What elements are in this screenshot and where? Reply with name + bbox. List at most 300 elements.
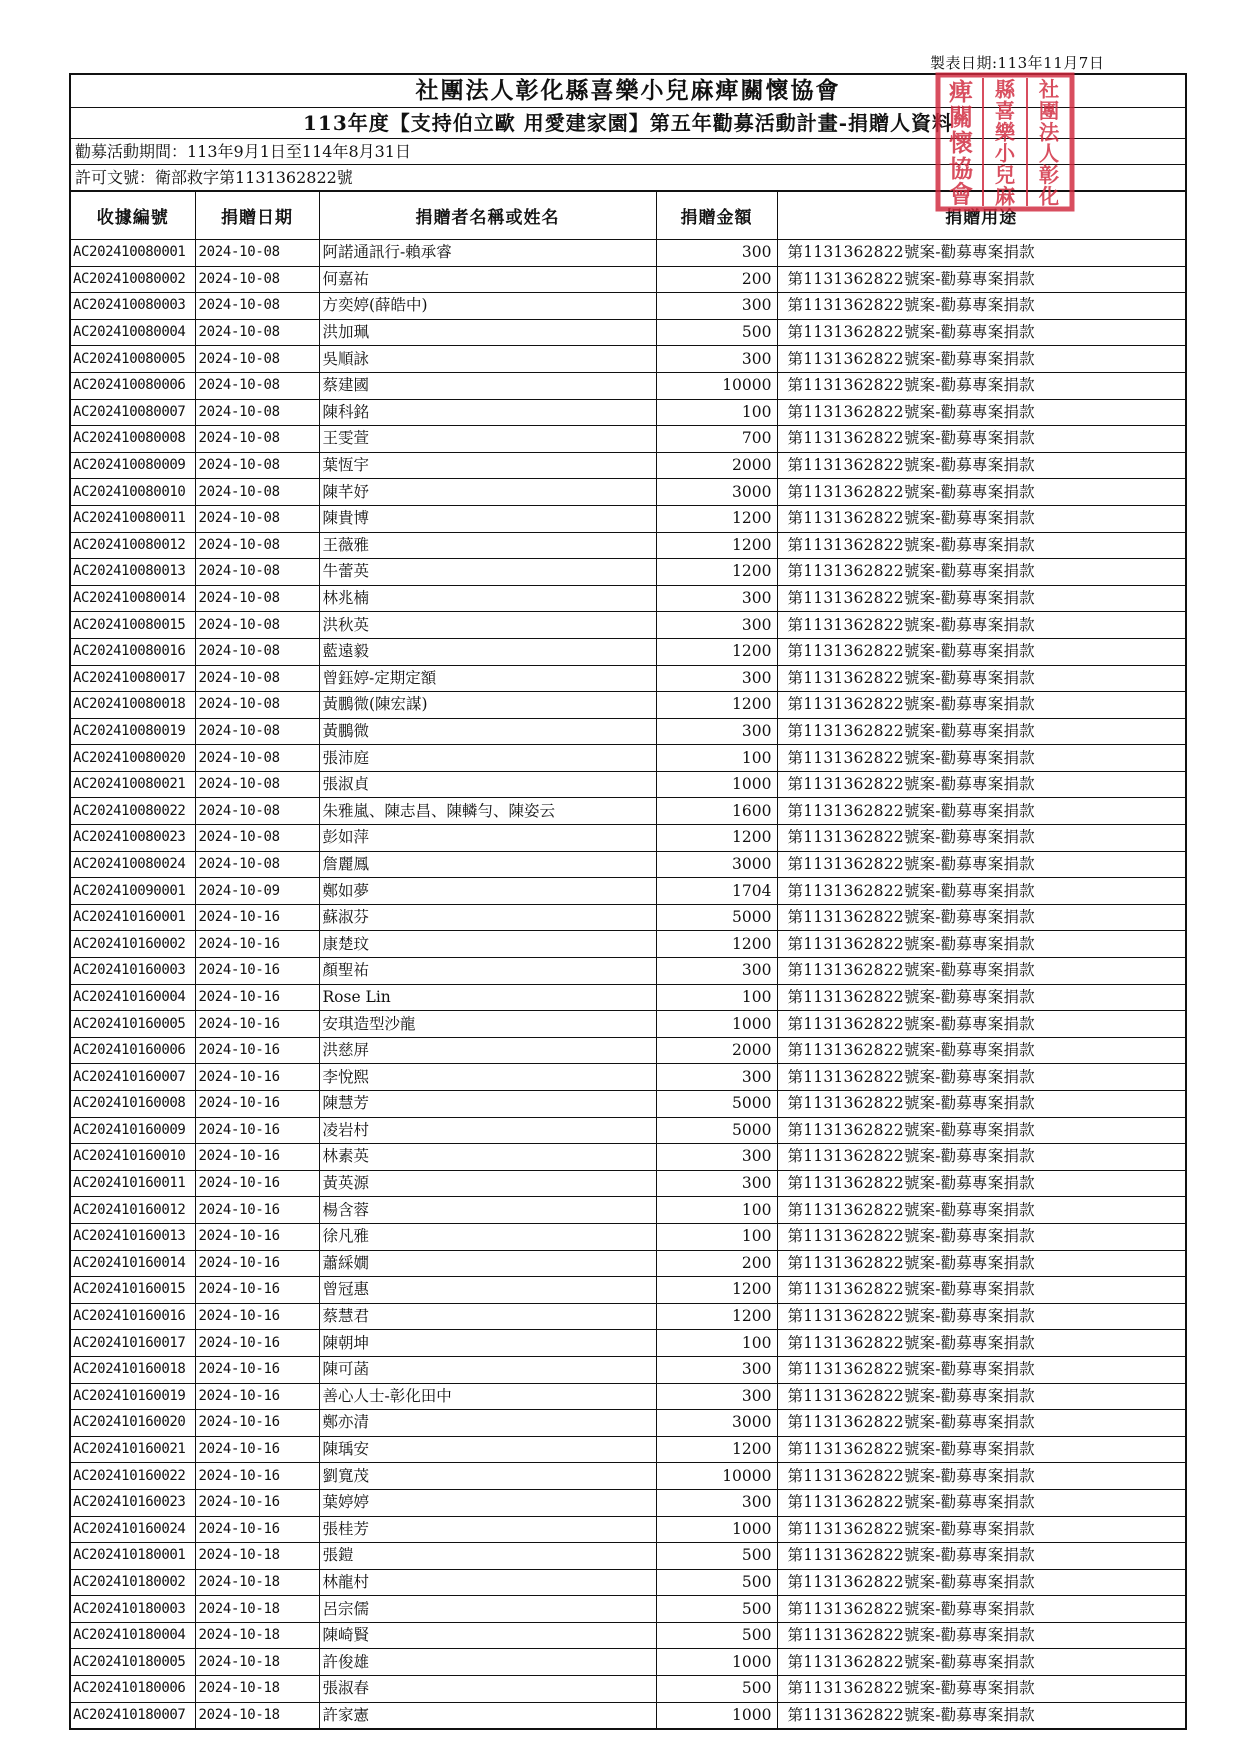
receipt-no-cell: AC202410160002 [71, 931, 195, 958]
donor-name-cell: 洪秋英 [319, 612, 656, 639]
amount-cell: 300 [656, 1489, 777, 1516]
seal-character: 麻 [994, 184, 1016, 209]
purpose-cell: 第1131362822號案-勸募專案捐款 [777, 1436, 1185, 1463]
purpose-cell: 第1131362822號案-勸募專案捐款 [777, 958, 1185, 985]
date-cell: 2024-10-18 [195, 1543, 319, 1570]
amount-cell: 1200 [656, 692, 777, 719]
purpose-cell: 第1131362822號案-勸募專案捐款 [777, 266, 1185, 293]
purpose-cell: 第1131362822號案-勸募專案捐款 [777, 1277, 1185, 1304]
table-row [71, 266, 1185, 293]
amount-cell: 10000 [656, 372, 777, 399]
amount-cell: 2000 [656, 452, 777, 479]
donor-name-cell: 徐凡雅 [319, 1223, 656, 1250]
purpose-cell: 第1131362822號案-勸募專案捐款 [777, 1011, 1185, 1038]
donor-name-cell: 安琪造型沙龍 [319, 1011, 656, 1038]
amount-cell: 1600 [656, 798, 777, 825]
table-row [71, 851, 1185, 878]
donor-name-cell: 方奕婷(薛皓中) [319, 293, 656, 320]
donor-name-cell: 張桂芳 [319, 1516, 656, 1543]
purpose-cell: 第1131362822號案-勸募專案捐款 [777, 1064, 1185, 1091]
donor-name-cell: 陳崎賢 [319, 1622, 656, 1649]
seal-character: 樂 [994, 120, 1016, 145]
donor-name-cell: 陳瑀安 [319, 1436, 656, 1463]
date-cell: 2024-10-09 [195, 878, 319, 905]
amount-cell: 100 [656, 1330, 777, 1357]
purpose-cell: 第1131362822號案-勸募專案捐款 [777, 399, 1185, 426]
col-header-amount: 捐贈金額 [656, 192, 777, 240]
seal-character: 懷 [949, 128, 973, 158]
donor-name-cell: 黃鵬微(陳宏謀) [319, 692, 656, 719]
seal-character: 人 [1038, 141, 1060, 166]
table-row [71, 798, 1185, 825]
receipt-no-cell: AC202410080014 [71, 585, 195, 612]
seal-character: 法 [1038, 120, 1060, 145]
date-cell: 2024-10-16 [195, 1383, 319, 1410]
amount-cell: 100 [656, 399, 777, 426]
amount-cell: 5000 [656, 904, 777, 931]
donor-name-cell: 林龍村 [319, 1569, 656, 1596]
receipt-no-cell: AC202410080021 [71, 771, 195, 798]
purpose-cell: 第1131362822號案-勸募專案捐款 [777, 1596, 1185, 1623]
table-row [71, 1064, 1185, 1091]
table-row [71, 1117, 1185, 1144]
amount-cell: 1200 [656, 825, 777, 852]
purpose-cell: 第1131362822號案-勸募專案捐款 [777, 904, 1185, 931]
table-row [71, 1197, 1185, 1224]
date-cell: 2024-10-08 [195, 851, 319, 878]
purpose-cell: 第1131362822號案-勸募專案捐款 [777, 1489, 1185, 1516]
permit-number: 許可文號：衛部救字第1131362822號 [71, 165, 1185, 191]
table-row [71, 559, 1185, 586]
amount-cell: 500 [656, 1676, 777, 1703]
donor-name-cell: 康楚玟 [319, 931, 656, 958]
col-header-date: 捐贈日期 [195, 192, 319, 240]
receipt-no-cell: AC202410180004 [71, 1622, 195, 1649]
receipt-no-cell: AC202410080001 [71, 240, 195, 267]
receipt-no-cell: AC202410090001 [71, 878, 195, 905]
seal-character: 關 [949, 102, 973, 132]
receipt-no-cell: AC202410160019 [71, 1383, 195, 1410]
receipt-no-cell: AC202410080007 [71, 399, 195, 426]
campaign-period: 勸募活動期間：113年9月1日至114年8月31日 [71, 139, 1185, 165]
purpose-cell: 第1131362822號案-勸募專案捐款 [777, 745, 1185, 772]
table-row [71, 1383, 1185, 1410]
purpose-cell: 第1131362822號案-勸募專案捐款 [777, 798, 1185, 825]
seal-character: 社 [1038, 77, 1060, 102]
table-row [71, 931, 1185, 958]
date-cell: 2024-10-16 [195, 904, 319, 931]
date-cell: 2024-10-18 [195, 1702, 319, 1728]
amount-cell: 1200 [656, 1303, 777, 1330]
table-row [71, 1170, 1185, 1197]
amount-cell: 1200 [656, 505, 777, 532]
donor-name-cell: 洪慈屏 [319, 1037, 656, 1064]
col-header-purpose: 捐贈用途 [777, 192, 1185, 240]
purpose-cell: 第1131362822號案-勸募專案捐款 [777, 771, 1185, 798]
date-cell: 2024-10-16 [195, 1037, 319, 1064]
purpose-cell: 第1131362822號案-勸募專案捐款 [777, 1410, 1185, 1437]
receipt-no-cell: AC202410160006 [71, 1037, 195, 1064]
receipt-no-cell: AC202410160016 [71, 1303, 195, 1330]
date-cell: 2024-10-16 [195, 1091, 319, 1118]
receipt-no-cell: AC202410160014 [71, 1250, 195, 1277]
date-cell: 2024-10-08 [195, 718, 319, 745]
amount-cell: 1704 [656, 878, 777, 905]
donor-name-cell: 張沛庭 [319, 745, 656, 772]
table-row [71, 1410, 1185, 1437]
amount-cell: 1200 [656, 559, 777, 586]
table-row [71, 1303, 1185, 1330]
donor-name-cell: 許俊雄 [319, 1649, 656, 1676]
date-cell: 2024-10-18 [195, 1676, 319, 1703]
table-row [71, 1011, 1185, 1038]
receipt-no-cell: AC202410080018 [71, 692, 195, 719]
receipt-no-cell: AC202410080008 [71, 426, 195, 453]
table-row [71, 505, 1185, 532]
donor-name-cell: 葉恆宇 [319, 452, 656, 479]
purpose-cell: 第1131362822號案-勸募專案捐款 [777, 1117, 1185, 1144]
donor-name-cell: 林素英 [319, 1144, 656, 1171]
receipt-no-cell: AC202410180007 [71, 1702, 195, 1728]
amount-cell: 1200 [656, 1277, 777, 1304]
receipt-no-cell: AC202410160015 [71, 1277, 195, 1304]
purpose-cell: 第1131362822號案-勸募專案捐款 [777, 612, 1185, 639]
table-row [71, 958, 1185, 985]
table-row [71, 718, 1185, 745]
date-cell: 2024-10-16 [195, 1170, 319, 1197]
amount-cell: 100 [656, 984, 777, 1011]
amount-cell: 100 [656, 1223, 777, 1250]
table-row [71, 665, 1185, 692]
date-cell: 2024-10-18 [195, 1649, 319, 1676]
receipt-no-cell: AC202410160021 [71, 1436, 195, 1463]
date-cell: 2024-10-08 [195, 692, 319, 719]
purpose-cell: 第1131362822號案-勸募專案捐款 [777, 1622, 1185, 1649]
table-row [71, 399, 1185, 426]
receipt-no-cell: AC202410080019 [71, 718, 195, 745]
purpose-cell: 第1131362822號案-勸募專案捐款 [777, 1091, 1185, 1118]
purpose-cell: 第1131362822號案-勸募專案捐款 [777, 825, 1185, 852]
date-cell: 2024-10-18 [195, 1569, 319, 1596]
date-cell: 2024-10-08 [195, 612, 319, 639]
purpose-cell: 第1131362822號案-勸募專案捐款 [777, 319, 1185, 346]
receipt-no-cell: AC202410160011 [71, 1170, 195, 1197]
donor-name-cell: 詹麗鳳 [319, 851, 656, 878]
donor-name-cell: 陳朝坤 [319, 1330, 656, 1357]
amount-cell: 300 [656, 665, 777, 692]
purpose-cell: 第1131362822號案-勸募專案捐款 [777, 426, 1185, 453]
seal-character: 彰 [1038, 162, 1060, 187]
amount-cell: 200 [656, 266, 777, 293]
date-cell: 2024-10-18 [195, 1596, 319, 1623]
amount-cell: 5000 [656, 1091, 777, 1118]
amount-cell: 500 [656, 1543, 777, 1570]
table-row [71, 1516, 1185, 1543]
date-cell: 2024-10-08 [195, 372, 319, 399]
table-row [71, 532, 1185, 559]
donor-table [71, 191, 1185, 1728]
amount-cell: 300 [656, 1383, 777, 1410]
amount-cell: 200 [656, 1250, 777, 1277]
receipt-no-cell: AC202410160018 [71, 1356, 195, 1383]
purpose-cell: 第1131362822號案-勸募專案捐款 [777, 452, 1185, 479]
purpose-cell: 第1131362822號案-勸募專案捐款 [777, 1144, 1185, 1171]
date-cell: 2024-10-08 [195, 346, 319, 373]
date-cell: 2024-10-16 [195, 1516, 319, 1543]
amount-cell: 1200 [656, 532, 777, 559]
table-row [71, 1250, 1185, 1277]
donor-name-cell: 鄭亦清 [319, 1410, 656, 1437]
donor-name-cell: 曾鈺婷-定期定額 [319, 665, 656, 692]
col-header-receipt-no: 收據編號 [71, 192, 195, 240]
receipt-no-cell: AC202410080002 [71, 266, 195, 293]
table-row [71, 1622, 1185, 1649]
amount-cell: 10000 [656, 1463, 777, 1490]
amount-cell: 1200 [656, 1436, 777, 1463]
purpose-cell: 第1131362822號案-勸募專案捐款 [777, 665, 1185, 692]
receipt-no-cell: AC202410160003 [71, 958, 195, 985]
table-row [71, 904, 1185, 931]
amount-cell: 2000 [656, 1037, 777, 1064]
date-cell: 2024-10-16 [195, 1223, 319, 1250]
date-cell: 2024-10-08 [195, 638, 319, 665]
receipt-no-cell: AC202410180001 [71, 1543, 195, 1570]
amount-cell: 100 [656, 745, 777, 772]
purpose-cell: 第1131362822號案-勸募專案捐款 [777, 1356, 1185, 1383]
donor-name-cell: 呂宗儒 [319, 1596, 656, 1623]
amount-cell: 1200 [656, 638, 777, 665]
seal-character: 痺 [949, 76, 973, 106]
amount-cell: 3000 [656, 479, 777, 506]
table-row [71, 479, 1185, 506]
donor-name-cell: 蔡慧君 [319, 1303, 656, 1330]
amount-cell: 1000 [656, 1649, 777, 1676]
amount-cell: 300 [656, 1144, 777, 1171]
donor-name-cell: 阿諾通訊行-賴承睿 [319, 240, 656, 267]
seal-character: 會 [949, 179, 973, 209]
receipt-no-cell: AC202410080022 [71, 798, 195, 825]
table-row [71, 426, 1185, 453]
date-cell: 2024-10-16 [195, 931, 319, 958]
table-row [71, 1596, 1185, 1623]
table-row [71, 585, 1185, 612]
table-row [71, 346, 1185, 373]
table-row [71, 692, 1185, 719]
table-row [71, 240, 1185, 267]
amount-cell: 300 [656, 958, 777, 985]
date-cell: 2024-10-08 [195, 665, 319, 692]
purpose-cell: 第1131362822號案-勸募專案捐款 [777, 505, 1185, 532]
purpose-cell: 第1131362822號案-勸募專案捐款 [777, 372, 1185, 399]
receipt-no-cell: AC202410080020 [71, 745, 195, 772]
donor-name-cell: 蕭綵嫺 [319, 1250, 656, 1277]
purpose-cell: 第1131362822號案-勸募專案捐款 [777, 1197, 1185, 1224]
amount-cell: 300 [656, 346, 777, 373]
receipt-no-cell: AC202410080006 [71, 372, 195, 399]
table-row [71, 1091, 1185, 1118]
document-subtitle: 113年度【支持伯立歐 用愛建家園】第五年勸募活動計畫-捐贈人資料 [71, 108, 1185, 139]
purpose-cell: 第1131362822號案-勸募專案捐款 [777, 1516, 1185, 1543]
amount-cell: 300 [656, 612, 777, 639]
donor-name-cell: 藍遠毅 [319, 638, 656, 665]
donor-name-cell: 楊含蓉 [319, 1197, 656, 1224]
donor-name-cell: 凌岩村 [319, 1117, 656, 1144]
table-row [71, 293, 1185, 320]
amount-cell: 300 [656, 293, 777, 320]
table-row [71, 638, 1185, 665]
receipt-no-cell: AC202410160012 [71, 1197, 195, 1224]
amount-cell: 500 [656, 1569, 777, 1596]
date-cell: 2024-10-16 [195, 1011, 319, 1038]
amount-cell: 300 [656, 1064, 777, 1091]
association-seal [935, 72, 1075, 212]
donor-name-cell: 牛蕾英 [319, 559, 656, 586]
date-cell: 2024-10-16 [195, 1064, 319, 1091]
receipt-no-cell: AC202410160007 [71, 1064, 195, 1091]
donor-name-cell: 黃鵬微 [319, 718, 656, 745]
receipt-no-cell: AC202410160010 [71, 1144, 195, 1171]
amount-cell: 3000 [656, 1410, 777, 1437]
purpose-cell: 第1131362822號案-勸募專案捐款 [777, 931, 1185, 958]
receipt-no-cell: AC202410180002 [71, 1569, 195, 1596]
date-cell: 2024-10-08 [195, 293, 319, 320]
receipt-no-cell: AC202410080024 [71, 851, 195, 878]
seal-character: 化 [1038, 184, 1060, 209]
date-cell: 2024-10-08 [195, 798, 319, 825]
table-row [71, 1144, 1185, 1171]
donor-name-cell: 林兆楠 [319, 585, 656, 612]
purpose-cell: 第1131362822號案-勸募專案捐款 [777, 240, 1185, 267]
receipt-no-cell: AC202410080013 [71, 559, 195, 586]
purpose-cell: 第1131362822號案-勸募專案捐款 [777, 559, 1185, 586]
document-title: 社團法人彰化縣喜樂小兒麻痺關懷協會 [71, 75, 1185, 108]
table-row [71, 319, 1185, 346]
amount-cell: 3000 [656, 851, 777, 878]
date-cell: 2024-10-08 [195, 745, 319, 772]
date-cell: 2024-10-16 [195, 1356, 319, 1383]
date-cell: 2024-10-08 [195, 319, 319, 346]
date-cell: 2024-10-16 [195, 1303, 319, 1330]
date-cell: 2024-10-16 [195, 1117, 319, 1144]
date-cell: 2024-10-08 [195, 399, 319, 426]
date-cell: 2024-10-08 [195, 240, 319, 267]
table-row [71, 1436, 1185, 1463]
receipt-no-cell: AC202410180003 [71, 1596, 195, 1623]
donor-name-cell: 善心人士-彰化田中 [319, 1383, 656, 1410]
table-row [71, 984, 1185, 1011]
donor-name-cell: 朱雅嵐、陳志昌、陳轔勻、陳姿云 [319, 798, 656, 825]
donor-name-cell: 陳科銘 [319, 399, 656, 426]
table-row [71, 825, 1185, 852]
table-row [71, 452, 1185, 479]
seal-character: 兒 [994, 162, 1016, 187]
seal-character: 團 [1038, 98, 1060, 123]
table-row [71, 1702, 1185, 1728]
receipt-no-cell: AC202410160017 [71, 1330, 195, 1357]
date-cell: 2024-10-08 [195, 771, 319, 798]
date-cell: 2024-10-16 [195, 1197, 319, 1224]
receipt-no-cell: AC202410160005 [71, 1011, 195, 1038]
receipt-no-cell: AC202410160020 [71, 1410, 195, 1437]
receipt-no-cell: AC202410160009 [71, 1117, 195, 1144]
col-header-donor-name: 捐贈者名稱或姓名 [319, 192, 656, 240]
purpose-cell: 第1131362822號案-勸募專案捐款 [777, 638, 1185, 665]
purpose-cell: 第1131362822號案-勸募專案捐款 [777, 1569, 1185, 1596]
date-cell: 2024-10-08 [195, 825, 319, 852]
receipt-no-cell: AC202410180006 [71, 1676, 195, 1703]
made-date: 製表日期:113年11月7日 [930, 54, 1105, 72]
receipt-no-cell: AC202410160024 [71, 1516, 195, 1543]
amount-cell: 1000 [656, 1516, 777, 1543]
date-cell: 2024-10-16 [195, 958, 319, 985]
amount-cell: 1200 [656, 931, 777, 958]
date-cell: 2024-10-16 [195, 1463, 319, 1490]
table-row [71, 745, 1185, 772]
date-cell: 2024-10-08 [195, 505, 319, 532]
donor-name-cell: 陳可菡 [319, 1356, 656, 1383]
table-row [71, 372, 1185, 399]
purpose-cell: 第1131362822號案-勸募專案捐款 [777, 1170, 1185, 1197]
table-row [71, 1277, 1185, 1304]
amount-cell: 300 [656, 1170, 777, 1197]
receipt-no-cell: AC202410080004 [71, 319, 195, 346]
table-row [71, 1489, 1185, 1516]
table-row [71, 1330, 1185, 1357]
date-cell: 2024-10-16 [195, 1330, 319, 1357]
table-row [71, 878, 1185, 905]
purpose-cell: 第1131362822號案-勸募專案捐款 [777, 1676, 1185, 1703]
purpose-cell: 第1131362822號案-勸募專案捐款 [777, 1037, 1185, 1064]
seal-character: 喜 [994, 98, 1016, 123]
table-row [71, 1569, 1185, 1596]
seal-character: 協 [949, 153, 973, 183]
donor-name-cell: 吳順詠 [319, 346, 656, 373]
receipt-no-cell: AC202410080009 [71, 452, 195, 479]
purpose-cell: 第1131362822號案-勸募專案捐款 [777, 718, 1185, 745]
purpose-cell: 第1131362822號案-勸募專案捐款 [777, 585, 1185, 612]
date-cell: 2024-10-16 [195, 984, 319, 1011]
purpose-cell: 第1131362822號案-勸募專案捐款 [777, 1330, 1185, 1357]
receipt-no-cell: AC202410080003 [71, 293, 195, 320]
amount-cell: 500 [656, 1622, 777, 1649]
purpose-cell: 第1131362822號案-勸募專案捐款 [777, 692, 1185, 719]
amount-cell: 1000 [656, 771, 777, 798]
date-cell: 2024-10-08 [195, 479, 319, 506]
purpose-cell: 第1131362822號案-勸募專案捐款 [777, 1383, 1185, 1410]
table-row [71, 1463, 1185, 1490]
seal-character: 小 [994, 141, 1016, 166]
donor-name-cell: 鄭如夢 [319, 878, 656, 905]
donor-name-cell: 張淑貞 [319, 771, 656, 798]
purpose-cell: 第1131362822號案-勸募專案捐款 [777, 479, 1185, 506]
date-cell: 2024-10-08 [195, 559, 319, 586]
purpose-cell: 第1131362822號案-勸募專案捐款 [777, 1303, 1185, 1330]
table-row [71, 1037, 1185, 1064]
date-cell: 2024-10-08 [195, 585, 319, 612]
donor-name-cell: 王薇雅 [319, 532, 656, 559]
amount-cell: 300 [656, 585, 777, 612]
date-cell: 2024-10-18 [195, 1622, 319, 1649]
donor-name-cell: 曾冠惠 [319, 1277, 656, 1304]
purpose-cell: 第1131362822號案-勸募專案捐款 [777, 346, 1185, 373]
amount-cell: 300 [656, 718, 777, 745]
receipt-no-cell: AC202410160008 [71, 1091, 195, 1118]
receipt-no-cell: AC202410160001 [71, 904, 195, 931]
receipt-no-cell: AC202410160004 [71, 984, 195, 1011]
amount-cell: 100 [656, 1197, 777, 1224]
donor-name-cell: 葉婷婷 [319, 1489, 656, 1516]
purpose-cell: 第1131362822號案-勸募專案捐款 [777, 532, 1185, 559]
